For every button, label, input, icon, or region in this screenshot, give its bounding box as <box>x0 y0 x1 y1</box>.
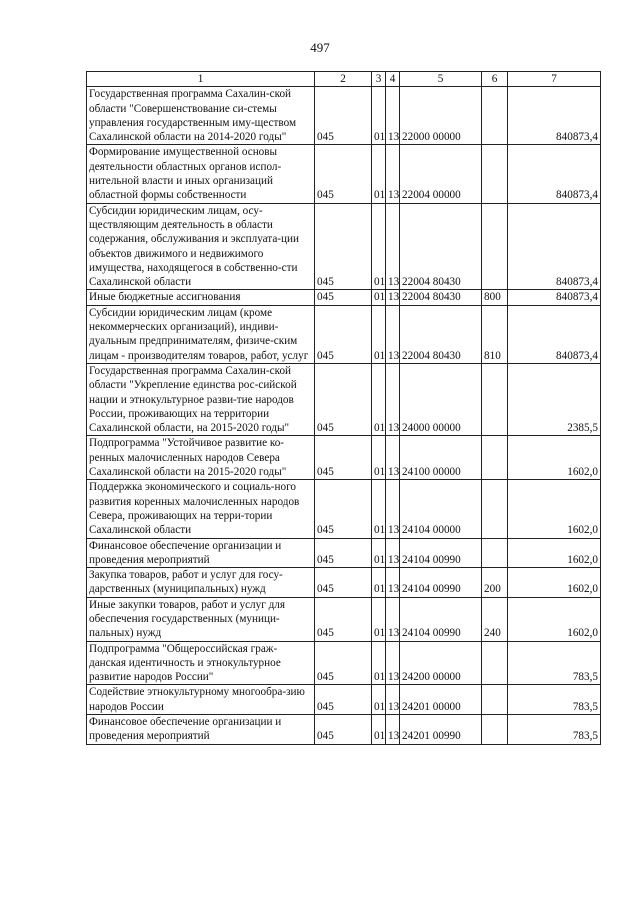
ministry-code-cell: 045 <box>315 87 372 145</box>
table-row <box>87 436 601 480</box>
row-name-cell: Иные закупки товаров, работ и услуг для обеспечения государственных (муници-пальных) нужд <box>87 597 315 641</box>
amount-cell: 2385,5 <box>508 363 601 435</box>
table-header-row <box>87 72 601 87</box>
section-code-cell: 01 <box>372 290 386 305</box>
subsection-code-cell: 13 <box>386 715 400 745</box>
expense-type-cell <box>482 685 508 715</box>
section-code-cell: 01 <box>372 480 386 538</box>
header-col-4: 4 <box>386 72 400 87</box>
section-code-cell: 01 <box>372 87 386 145</box>
target-article-cell: 24201 00000 <box>400 685 482 715</box>
ministry-code-cell: 045 <box>315 685 372 715</box>
amount-cell: 840873,4 <box>508 305 601 363</box>
subsection-code-cell: 13 <box>386 597 400 641</box>
target-article-cell: 24100 00000 <box>400 436 482 480</box>
ministry-code-cell: 045 <box>315 145 372 203</box>
row-name-cell: Подпрограмма "Устойчивое развитие ко-ренных малочисленных народов Севера Сахалинской области на 2015-2020 годы" <box>87 436 315 480</box>
table-row <box>87 641 601 685</box>
row-name-cell: Формирование имущественной основы деятельности областных органов испол-нительной власти и иных организаций областной формы собственности <box>87 145 315 203</box>
target-article-cell: 22000 00000 <box>400 87 482 145</box>
table-row <box>87 568 601 598</box>
ministry-code-cell: 045 <box>315 436 372 480</box>
subsection-code-cell: 13 <box>386 641 400 685</box>
subsection-code-cell: 13 <box>386 305 400 363</box>
table-row <box>87 715 601 745</box>
section-code-cell: 01 <box>372 568 386 598</box>
page-number: 497 <box>310 40 330 55</box>
amount-cell: 1602,0 <box>508 480 601 538</box>
ministry-code-cell: 045 <box>315 290 372 305</box>
expense-type-cell <box>482 145 508 203</box>
target-article-cell: 22004 80430 <box>400 305 482 363</box>
ministry-code-cell: 045 <box>315 641 372 685</box>
row-name-cell: Финансовое обеспечение организации и проведения мероприятий <box>87 538 315 568</box>
row-name-cell: Субсидии юридическим лицам (кроме некоммерческих организаций), индиви-дуальным предпринимателям, физиче-ским лицам - производителям товаров, работ, услуг <box>87 305 315 363</box>
target-article-cell: 22004 80430 <box>400 203 482 290</box>
header-col-5: 5 <box>400 72 482 87</box>
row-name-cell: Подпрограмма "Общероссийская граж-данская идентичность и этнокультурное развитие народов России" <box>87 641 315 685</box>
subsection-code-cell: 13 <box>386 685 400 715</box>
expense-type-cell <box>482 87 508 145</box>
subsection-code-cell: 13 <box>386 87 400 145</box>
expense-type-cell: 200 <box>482 568 508 598</box>
table-row <box>87 480 601 538</box>
amount-cell: 840873,4 <box>508 145 601 203</box>
section-code-cell: 01 <box>372 305 386 363</box>
target-article-cell: 24104 00990 <box>400 568 482 598</box>
amount-cell: 1602,0 <box>508 568 601 598</box>
expense-type-cell <box>482 203 508 290</box>
row-name-cell: Субсидии юридическим лицам, осу-ществляющим деятельность в области содержания, обслуживания и эксплуата-ции объектов движимого и недвижимого имущества, находящегося в собственно-сти Сахалинской области <box>87 203 315 290</box>
expense-type-cell <box>482 715 508 745</box>
expense-type-cell <box>482 641 508 685</box>
expense-type-cell <box>482 363 508 435</box>
budget-table <box>86 71 601 745</box>
ministry-code-cell: 045 <box>315 597 372 641</box>
amount-cell: 840873,4 <box>508 203 601 290</box>
table-row <box>87 87 601 145</box>
ministry-code-cell: 045 <box>315 538 372 568</box>
expense-type-cell: 240 <box>482 597 508 641</box>
table-row <box>87 685 601 715</box>
section-code-cell: 01 <box>372 597 386 641</box>
section-code-cell: 01 <box>372 538 386 568</box>
section-code-cell: 01 <box>372 203 386 290</box>
header-col-3: 3 <box>372 72 386 87</box>
ministry-code-cell: 045 <box>315 305 372 363</box>
section-code-cell: 01 <box>372 685 386 715</box>
section-code-cell: 01 <box>372 363 386 435</box>
target-article-cell: 24104 00990 <box>400 597 482 641</box>
subsection-code-cell: 13 <box>386 145 400 203</box>
subsection-code-cell: 13 <box>386 436 400 480</box>
target-article-cell: 24000 00000 <box>400 363 482 435</box>
amount-cell: 1602,0 <box>508 436 601 480</box>
section-code-cell: 01 <box>372 715 386 745</box>
table-body <box>87 87 601 744</box>
expense-type-cell: 800 <box>482 290 508 305</box>
section-code-cell: 01 <box>372 436 386 480</box>
section-code-cell: 01 <box>372 641 386 685</box>
ministry-code-cell: 045 <box>315 363 372 435</box>
expense-type-cell <box>482 480 508 538</box>
amount-cell: 1602,0 <box>508 597 601 641</box>
target-article-cell: 22004 80430 <box>400 290 482 305</box>
amount-cell: 783,5 <box>508 641 601 685</box>
subsection-code-cell: 13 <box>386 568 400 598</box>
amount-cell: 783,5 <box>508 715 601 745</box>
table-row <box>87 597 601 641</box>
amount-cell: 1602,0 <box>508 538 601 568</box>
table-row <box>87 305 601 363</box>
ministry-code-cell: 045 <box>315 480 372 538</box>
row-name-cell: Финансовое обеспечение организации и проведения мероприятий <box>87 715 315 745</box>
ministry-code-cell: 045 <box>315 715 372 745</box>
table-row <box>87 203 601 290</box>
subsection-code-cell: 13 <box>386 480 400 538</box>
amount-cell: 840873,4 <box>508 87 601 145</box>
amount-cell: 783,5 <box>508 685 601 715</box>
expense-type-cell <box>482 436 508 480</box>
row-name-cell: Государственная программа Сахалин-ской области "Совершенствование си-стемы управления государственным иму-ществом Сахалинской области на 2014-2020 годы" <box>87 87 315 145</box>
row-name-cell: Поддержка экономического и социаль-ного развития коренных малочисленных народов Севера, проживающих на терри-тории Сахалинской области <box>87 480 315 538</box>
amount-cell: 840873,4 <box>508 290 601 305</box>
subsection-code-cell: 13 <box>386 538 400 568</box>
row-name-cell: Содействие этнокультурному многообра-зию народов России <box>87 685 315 715</box>
target-article-cell: 22004 00000 <box>400 145 482 203</box>
table-row <box>87 363 601 435</box>
expense-type-cell <box>482 538 508 568</box>
target-article-cell: 24104 00000 <box>400 480 482 538</box>
section-code-cell: 01 <box>372 145 386 203</box>
row-name-cell: Иные бюджетные ассигнования <box>87 290 315 305</box>
table-row <box>87 290 601 305</box>
row-name-cell: Закупка товаров, работ и услуг для госу-дарственных (муниципальных) нужд <box>87 568 315 598</box>
target-article-cell: 24201 00990 <box>400 715 482 745</box>
header-col-2: 2 <box>315 72 372 87</box>
table-row <box>87 145 601 203</box>
target-article-cell: 24200 00000 <box>400 641 482 685</box>
expense-type-cell: 810 <box>482 305 508 363</box>
header-col-1: 1 <box>87 72 315 87</box>
target-article-cell: 24104 00990 <box>400 538 482 568</box>
subsection-code-cell: 13 <box>386 203 400 290</box>
table-row <box>87 538 601 568</box>
subsection-code-cell: 13 <box>386 363 400 435</box>
header-col-6: 6 <box>482 72 508 87</box>
ministry-code-cell: 045 <box>315 568 372 598</box>
ministry-code-cell: 045 <box>315 203 372 290</box>
header-col-7: 7 <box>508 72 601 87</box>
row-name-cell: Государственная программа Сахалин-ской области "Укрепление единства рос-сийской нации и этнокультурное разви-тие народов России, проживающих на территории Сахалинской области, на 2015-2020 годы" <box>87 363 315 435</box>
subsection-code-cell: 13 <box>386 290 400 305</box>
